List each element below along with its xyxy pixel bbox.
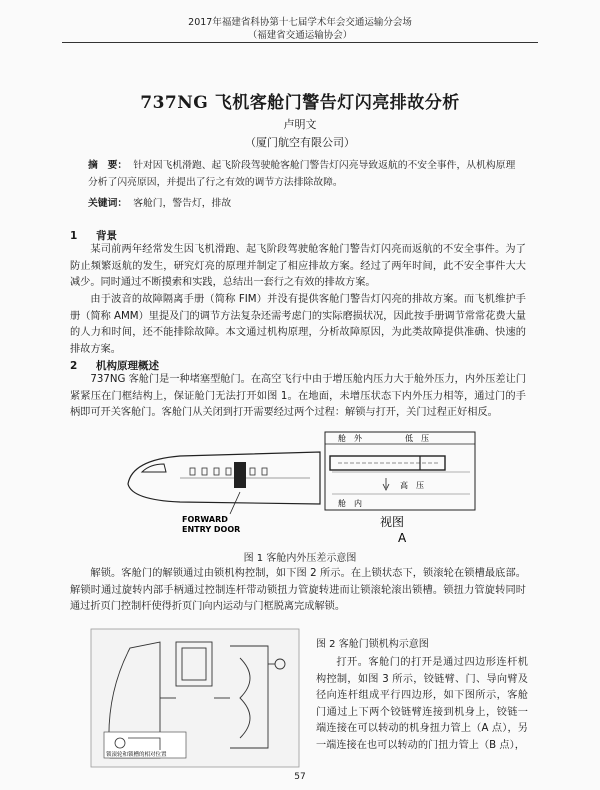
abstract-text: 针对因飞机滑跑、起飞阶段驾驶舱客舱门警告灯闪亮导致返航的不安全事件，从机构原理分析了闪亮原因，并提出了行之有效的调节方法排除故障。 bbox=[88, 160, 516, 188]
conference-subheader: （福建省交通运输协会） bbox=[247, 30, 353, 41]
door-name-line-1: FORWARD bbox=[182, 515, 228, 524]
keywords-text: 客舱门，警告灯，排故 bbox=[133, 198, 232, 209]
header-rule bbox=[62, 42, 538, 43]
section-number: 1 bbox=[70, 230, 78, 242]
figure-2-inset-label: 锁滚轮和锁槽的相对位置 bbox=[106, 752, 167, 758]
section-number: 2 bbox=[70, 360, 78, 372]
keywords bbox=[88, 195, 518, 212]
figure-2-caption: 图 2 客舱门锁机构示意图 bbox=[316, 639, 429, 650]
page-number: 57 bbox=[294, 772, 306, 782]
figure-1-caption: 图 1 客舱内外压差示意图 bbox=[243, 553, 357, 564]
door-name-line-2: ENTRY DOOR bbox=[182, 525, 241, 534]
keywords-label: 关键词： bbox=[88, 198, 128, 209]
fuselage-drawing bbox=[128, 452, 320, 514]
label-outside: 舱 外 bbox=[338, 434, 362, 443]
section-heading-background bbox=[70, 228, 117, 243]
abstract-label: 摘 要： bbox=[88, 160, 128, 171]
figure-2-lock-mechanism-image bbox=[90, 628, 300, 768]
section-heading-mechanism bbox=[70, 358, 159, 373]
paragraph-background-1: 某司前两年经常发生因飞机滑跑、起飞阶段驾驶舱客舱门警告灯闪亮而返航的不安全事件。为了防止频繁返航的发生，研究灯亮的原理并制定了相应排故方案。经过了两年时间，此不安全事件大大减少。同时通过不断摸索和实践，总结出一套行之有效的排故方案。 bbox=[70, 244, 526, 289]
paragraph-unlock: 解锁。客舱门的解锁通过由锁机构控制，如下图 2 所示。在上锁状态下，锁滚轮在锁槽最底部。解锁时通过旋转内部手柄通过控制连杆带动锁扭力管旋转进而让锁滚轮滚出锁槽。锁扭力管旋转同时通过折页门控制杆使得折页门向内运动与门框脱离完成解锁。 bbox=[70, 568, 526, 613]
abstract bbox=[88, 157, 518, 191]
paragraph-mechanism-1: 737NG 客舱门是一种堵塞型舱门。在高空飞行中由于增压舱内压力大于舱外压力，内外压差让门紧紧压在门框结构上，保证舱门无法打开如图 1。在地面，未增压状态下内外压力相等，通过门的手柄即可开关客舱门。客舱门从关闭到打开需要经过两个过程：解锁与打开，关门过程正好相反。 bbox=[70, 374, 526, 419]
forward-entry-door-marker bbox=[234, 462, 246, 488]
label-inside: 舱 内 bbox=[338, 499, 362, 508]
conference-header: 2017年福建省科协第十七届学术年会交通运输分会场 bbox=[188, 17, 412, 28]
section-title: 背景 bbox=[96, 230, 117, 242]
figure-1-pressure-diagram bbox=[120, 422, 500, 547]
label-low-pressure: 低 压 bbox=[405, 434, 429, 443]
paper-title: 737NG 飞机客舱门警告灯闪亮排故分析 bbox=[140, 93, 460, 113]
view-label: 视图 bbox=[380, 515, 405, 529]
view-letter: A bbox=[398, 531, 407, 545]
paragraph-background-2: 由于波音的故障隔离手册（简称 FIM）并没有提供客舱门警告灯闪亮的排故方案。而飞机维护手册（简称 AMM）里提及门的调节方法复杂还需考虑门的实际磨损状况，因此按手册调节常常花费大量的人力和时间，还不能排除故障。本文通过机构原理，分析故障原因，为此类故障提供准确、快速的排故方案。 bbox=[70, 294, 526, 355]
label-high-pressure: 高 压 bbox=[400, 481, 424, 490]
paragraph-open: 打开。客舱门的打开是通过四边形连杆机构控制，如图 3 所示，铰链臂、门、导向臂及径向连杆组成平行四边形，如下图所示，客舱门通过上下两个铰链臂连接到机身上，铰链一端连接在可以转动的机身扭力管上（A 点），另一端连接在也可以转动的门扭力管上（B 点）， bbox=[316, 657, 528, 751]
section-title: 机构原理概述 bbox=[96, 360, 159, 372]
author-name: 卢明文 bbox=[283, 118, 317, 131]
author-affiliation: （厦门航空有限公司） bbox=[245, 136, 355, 149]
